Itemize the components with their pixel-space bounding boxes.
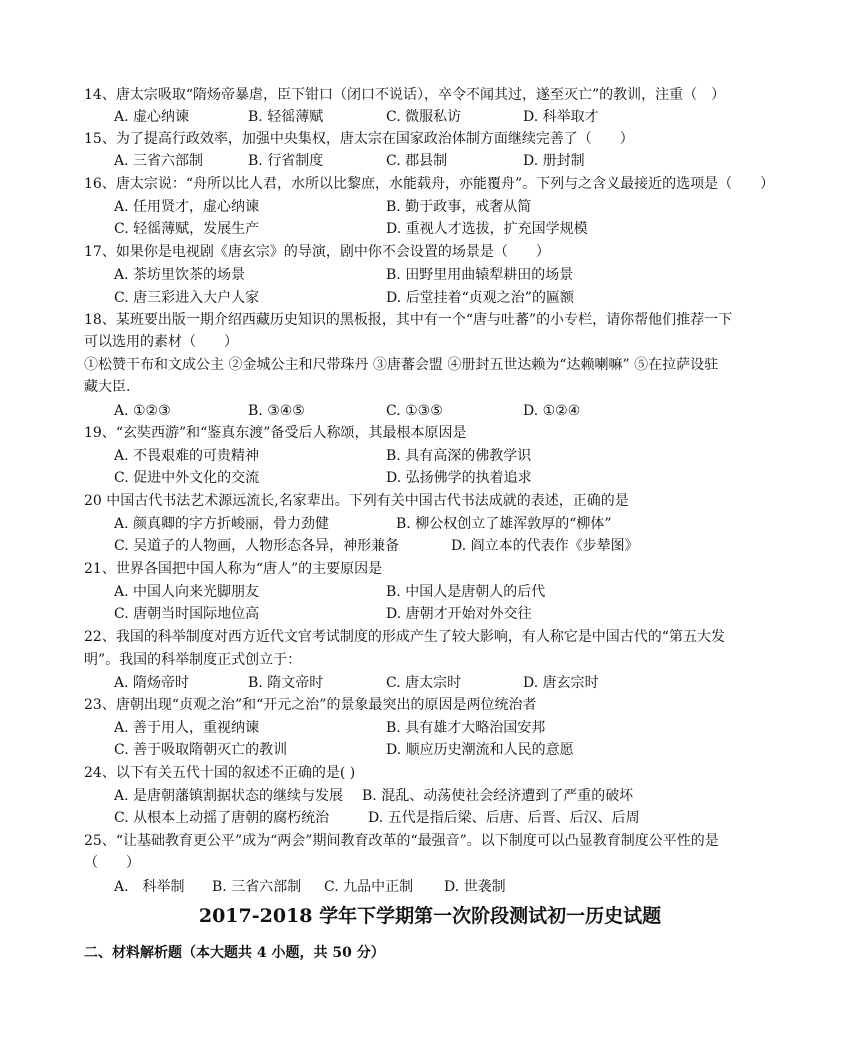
question-materials: ①松赞干布和文成公主 ②金城公主和尺带珠丹 ③唐蕃会盟 ④册封五世达赖为“达赖喇嘛” ⑤在拉萨设驻 <box>84 357 719 373</box>
option-b: B. 轻徭薄赋 <box>248 109 324 125</box>
option-d: D. 唐朝才开始对外交往 <box>386 606 532 622</box>
option-c: C. 九品中正制 <box>324 879 414 895</box>
option-c: C. 促进中外文化的交流 <box>114 470 260 486</box>
option-d: D. 科举取才 <box>523 109 599 125</box>
question-stem: 14、唐太宗吸取“隋炀帝暴虐，臣下钳口（闭口不说话），卒令不闻其过，遂至灭亡”的教训，注重（ ） <box>84 87 726 103</box>
option-d: D. 弘扬佛学的执着追求 <box>386 470 532 486</box>
option-b: B. 隋文帝时 <box>248 675 324 691</box>
option-b: B. 行省制度 <box>248 153 324 169</box>
option-b: B. 具有高深的佛教学识 <box>386 448 532 464</box>
question-stem: 25、“让基础教育更公平”成为“两会”期间教育改革的“最强音”。以下制度可以凸显教育制度公平性的是 <box>84 833 719 849</box>
option-a: A. 善于用人，重视纳谏 <box>114 720 260 736</box>
question-stem: 20 中国古代书法艺术源远流长,名家辈出。下列有关中国古代书法成就的表述，正确的是 <box>84 493 629 509</box>
option-c: C. 微服私访 <box>386 109 462 125</box>
question-stem: 15、为了提高行政效率，加强中央集权，唐太宗在国家政治体制方面继续完善了（ ） <box>84 131 634 147</box>
option-b: B. 田野里用曲辕犁耕田的场景 <box>386 267 574 283</box>
option-c: C. ①③⑤ <box>386 403 443 419</box>
option-b: B. 中国人是唐朝人的后代 <box>386 584 546 600</box>
question-stem-continued: 明”。我国的科举制度正式创立于： <box>84 652 302 668</box>
question-stem: 23、唐朝出现“贞观之治”和“开元之治”的景象最突出的原因是两位统治者 <box>84 697 537 713</box>
question-stem-continued: 可以选用的素材（ ） <box>84 334 238 350</box>
option-b: B. 混乱、动荡使社会经济遭到了严重的破坏 <box>362 788 634 804</box>
option-b: B. 三省六部制 <box>212 879 302 895</box>
option-a: A. 是唐朝藩镇割据状态的继续与发展 <box>114 788 344 804</box>
option-d: D. 顺应历史潮流和人民的意愿 <box>386 742 574 758</box>
question-stem-continued: （ ） <box>84 855 140 871</box>
question-stem: 19、“玄奘西游”和“鉴真东渡”备受后人称颂，其最根本原因是 <box>84 425 467 441</box>
option-c: C. 从根本上动摇了唐朝的腐朽统治 <box>114 810 330 826</box>
option-b: B. 柳公权创立了雄浑敦厚的“柳体” <box>396 516 612 532</box>
option-d: D. 册封制 <box>523 153 585 169</box>
option-b: B. 勤于政事，戒奢从简 <box>386 199 532 215</box>
option-c: C. 唐太宗时 <box>386 675 462 691</box>
option-a: A. 不畏艰难的可贵精神 <box>114 448 260 464</box>
option-a: A. 隋炀帝时 <box>114 675 190 691</box>
option-d: D. 后堂挂着“贞观之治”的匾额 <box>386 290 574 306</box>
option-a: A. 科举制 <box>114 879 185 895</box>
option-a: A. 虚心纳谏 <box>114 109 190 125</box>
option-c: C. 唐三彩进入大户人家 <box>114 290 260 306</box>
option-d: D. 世袭制 <box>444 879 506 895</box>
option-c: C. 郡县制 <box>386 153 448 169</box>
option-c: C. 轻徭薄赋，发展生产 <box>114 221 260 237</box>
option-d: D. 五代是指后梁、后唐、后晋、后汉、后周 <box>368 810 640 826</box>
question-materials-continued: 藏大臣. <box>84 379 131 395</box>
option-c: C. 唐朝当时国际地位高 <box>114 606 260 622</box>
section-heading: 二、材料解析题（本大题共 4 小题，共 50 分） <box>84 945 385 961</box>
question-stem: 16、唐太宗说：“舟所以比人君，水所以比黎庶，水能载舟，亦能覆舟”。下列与之含义最接近的选项是（ ） <box>84 176 775 192</box>
option-c: C. 善于吸取隋朝灭亡的教训 <box>114 742 288 758</box>
option-a: A. 三省六部制 <box>114 153 204 169</box>
option-a: A. ①②③ <box>114 403 171 419</box>
option-b: B. 具有雄才大略治国安邦 <box>386 720 546 736</box>
option-c: C. 吴道子的人物画，人物形态各异，神形兼备 <box>114 538 400 554</box>
question-stem: 17、如果你是电视剧《唐玄宗》的导演，剧中你不会设置的场景是（ ） <box>84 244 550 260</box>
question-stem: 21、世界各国把中国人称为“唐人”的主要原因是 <box>84 561 383 577</box>
option-d: D. 阎立本的代表作《步辇图》 <box>451 538 639 554</box>
option-b: B. ③④⑤ <box>248 403 305 419</box>
option-a: A. 任用贤才，虚心纳谏 <box>114 199 260 215</box>
question-stem: 24、以下有关五代十国的叙述不正确的是( ) <box>84 765 356 781</box>
option-a: A. 颜真卿的字方折峻丽，骨力劲健 <box>114 516 330 532</box>
question-stem: 22、我国的科举制度对西方近代文官考试制度的形成产生了较大影响，有人称它是中国古代的“第五大发 <box>84 629 725 645</box>
option-d: D. 唐玄宗时 <box>523 675 599 691</box>
option-d: D. 重视人才选拔，扩充国学规模 <box>386 221 588 237</box>
exam-title: 2017-2018 学年下学期第一次阶段测试初一历史试题 <box>198 905 662 927</box>
option-d: D. ①②④ <box>523 403 581 419</box>
question-stem: 18、某班要出版一期介绍西藏历史知识的黑板报，其中有一个“唐与吐蕃”的小专栏，请你帮他们推荐一下 <box>84 312 733 328</box>
option-a: A. 中国人向来光脚朋友 <box>114 584 260 600</box>
option-a: A. 茶坊里饮茶的场景 <box>114 267 246 283</box>
